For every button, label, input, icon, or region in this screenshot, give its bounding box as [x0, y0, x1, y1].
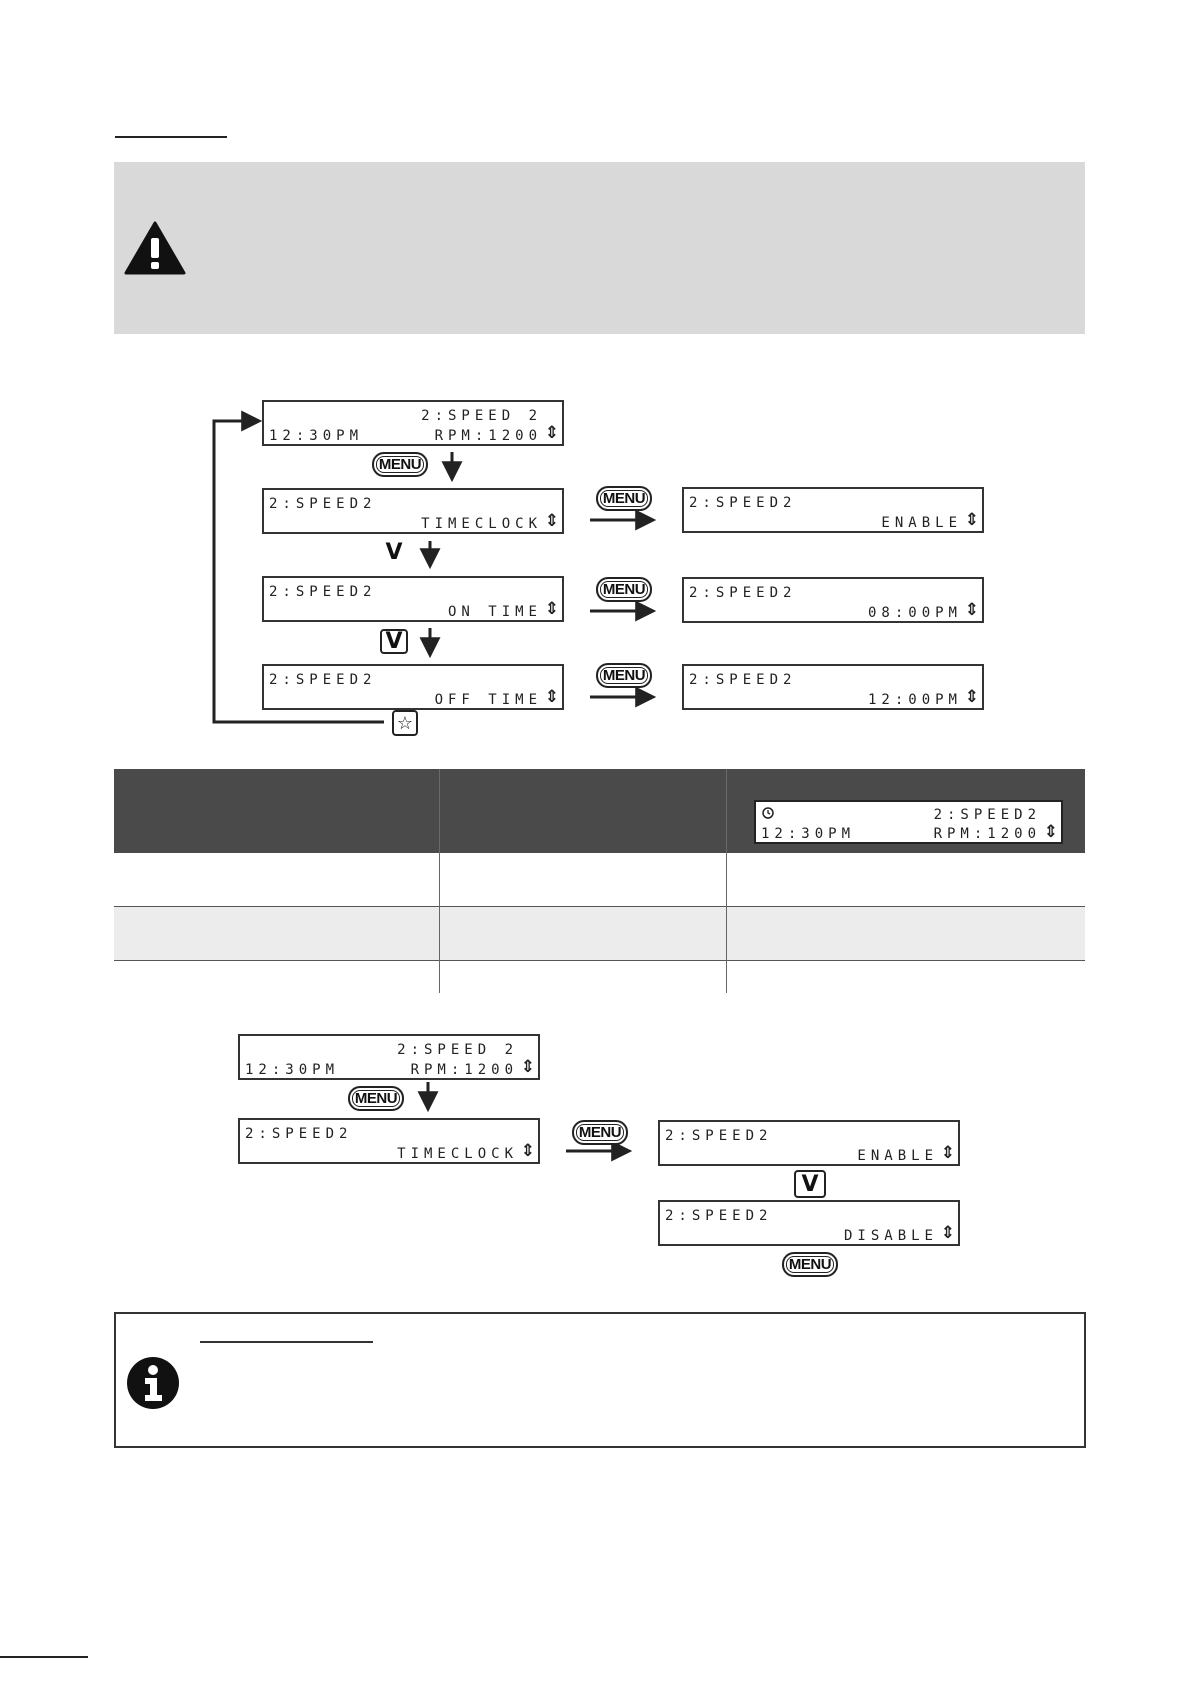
lcd-setting-value: ENABLE: [857, 1148, 938, 1164]
down-key: V: [794, 1170, 826, 1198]
lcd-home-screen: [262, 400, 564, 446]
lcd-setting-value: ENABLE: [881, 515, 962, 531]
menu-key: MENU: [596, 486, 652, 511]
footer-rule: [0, 1656, 88, 1658]
lcd-time-value: 08:00PM: [867, 605, 962, 621]
updown-arrow-icon: ⇕: [964, 510, 979, 530]
column-divider: [439, 769, 440, 853]
lcd-speed-label: 2:SPEED2: [933, 807, 1041, 823]
lcd-menu-label: ON TIME: [447, 604, 542, 620]
info-circle-icon: [124, 1354, 182, 1412]
lcd-off-time-screen: [262, 664, 564, 710]
menu-key: MENU: [348, 1086, 404, 1111]
table-row: [114, 961, 1085, 993]
lcd-on-time-screen: [262, 576, 564, 622]
menu-key: MENU: [782, 1252, 838, 1277]
lcd-rpm-value: RPM:1200: [933, 826, 1041, 842]
menu-key: MENU: [372, 452, 428, 477]
updown-arrow-icon: ⇕: [940, 1223, 955, 1243]
updown-arrow-icon: ⇕: [520, 1057, 535, 1077]
menu-key: MENU: [596, 663, 652, 688]
lcd-speed-label: 2:SPEED2: [689, 672, 797, 688]
lcd-speed-label: 2:SPEED2: [689, 585, 797, 601]
lcd-menu-label: TIMECLOCK: [421, 516, 542, 532]
column-divider: [726, 769, 727, 853]
updown-arrow-icon: ⇕: [544, 511, 559, 531]
lcd-off-time-value-screen: [682, 664, 984, 710]
updown-arrow-icon: ⇕: [520, 1141, 535, 1161]
lcd-menu-label: TIMECLOCK: [397, 1146, 518, 1162]
lcd-speed-label: 2:SPEED 2: [421, 408, 542, 424]
lcd-timeclock-screen-2: [238, 1118, 540, 1164]
lcd-clock-value: 12:30PM: [269, 428, 364, 444]
lcd-speed-label: 2:SPEED2: [245, 1126, 353, 1142]
lcd-clock-value: 12:30PM: [761, 826, 856, 842]
lcd-clock-value: 12:30PM: [245, 1062, 340, 1078]
info-panel: [114, 1312, 1086, 1448]
lcd-timeclock-screen: [262, 488, 564, 534]
lcd-speed-label: 2:SPEED2: [269, 672, 377, 688]
updown-arrow-icon: ⇕: [964, 687, 979, 707]
menu-key: MENU: [572, 1120, 628, 1145]
updown-arrow-icon: ⇕: [544, 599, 559, 619]
clock-icon: [761, 806, 775, 820]
updown-arrow-icon: ⇕: [544, 423, 559, 443]
lcd-enable-screen-2: [658, 1120, 960, 1166]
lcd-speed-label: 2:SPEED2: [689, 495, 797, 511]
lcd-enable-screen: [682, 487, 984, 533]
updown-arrow-icon: ⇕: [1043, 822, 1058, 842]
lcd-menu-label: OFF TIME: [434, 692, 542, 708]
updown-arrow-icon: ⇕: [964, 600, 979, 620]
lcd-rpm-value: RPM:1200: [410, 1062, 518, 1078]
lcd-rpm-value: RPM:1200: [434, 428, 542, 444]
lcd-disable-screen: [658, 1200, 960, 1246]
lcd-setting-value: DISABLE: [843, 1228, 938, 1244]
lcd-speed-label: 2:SPEED2: [665, 1208, 773, 1224]
lcd-on-time-value-screen: [682, 577, 984, 623]
updown-arrow-icon: ⇕: [940, 1143, 955, 1163]
favorite-star-key: ☆: [392, 710, 418, 736]
info-heading-underline: [200, 1341, 373, 1343]
updown-arrow-icon: ⇕: [544, 687, 559, 707]
menu-key: MENU: [596, 577, 652, 602]
lcd-speed-label: 2:SPEED2: [665, 1128, 773, 1144]
lcd-home-screen-2: [238, 1034, 540, 1080]
lcd-speed-label: 2:SPEED2: [269, 496, 377, 512]
lcd-time-value: 12:00PM: [867, 692, 962, 708]
lcd-speed-label: 2:SPEED 2: [397, 1042, 518, 1058]
table-row: [114, 907, 1085, 961]
down-key: V: [385, 540, 403, 565]
lcd-speed-label: 2:SPEED2: [269, 584, 377, 600]
table-header: [114, 769, 1085, 853]
lcd-header-display: [754, 800, 1063, 844]
down-key: V: [380, 629, 408, 654]
table-row: [114, 853, 1085, 907]
